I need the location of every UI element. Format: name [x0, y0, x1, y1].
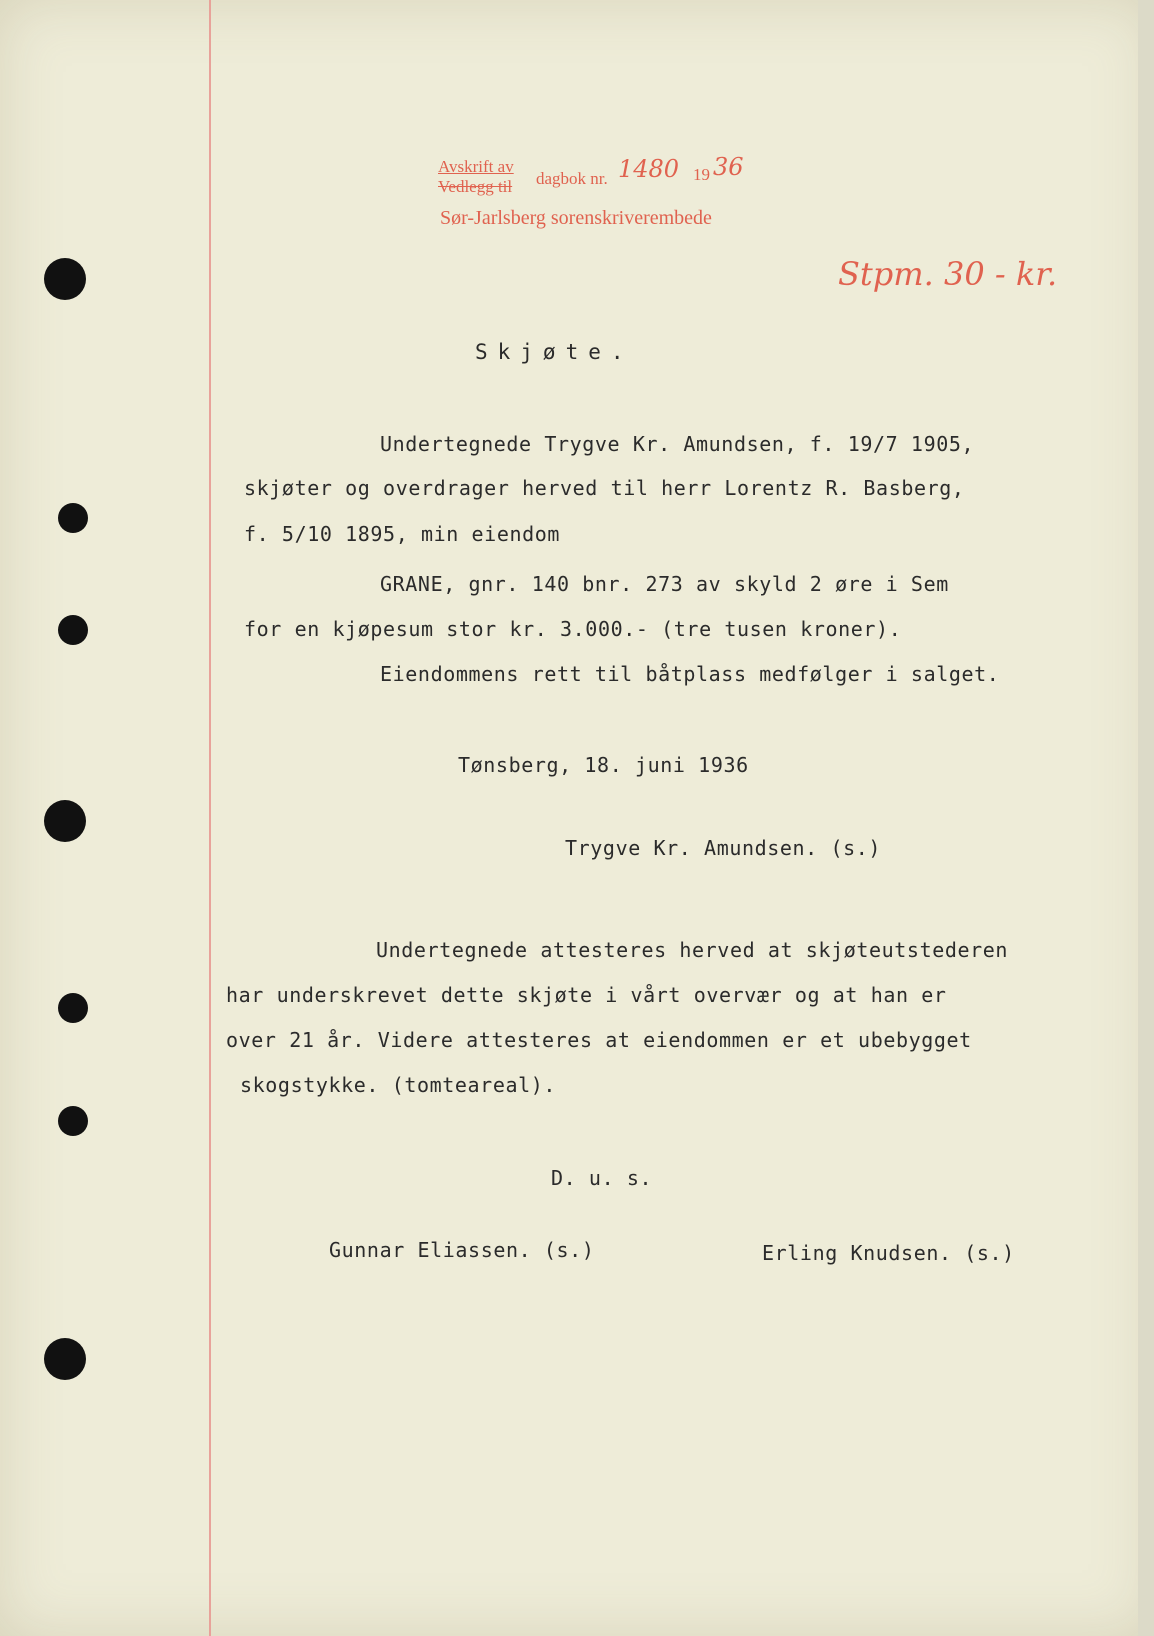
dus-note: D. u. s. — [551, 1166, 653, 1190]
body-line: for en kjøpesum stor kr. 3.000.- (tre tusen kroner). — [244, 617, 902, 641]
punch-hole-icon — [58, 615, 88, 645]
attestation-line: Undertegnede attesteres herved at skjøteutstederen — [376, 938, 1009, 962]
stamp-year-suffix: 36 — [713, 153, 744, 181]
body-line: skjøter og overdrager herved til herr Lorentz R. Basberg, — [244, 476, 965, 500]
stamp-office: Sør-Jarlsberg sorenskriverembede — [440, 207, 712, 229]
punch-hole-icon — [58, 993, 88, 1023]
attestation-line: over 21 år. Videre attesteres at eiendommen er et ubebygget — [226, 1028, 972, 1052]
punch-hole-icon — [44, 258, 86, 300]
body-line: Eiendommens rett til båtplass medfølger i salget. — [380, 662, 1000, 686]
stamp-dagbok: dagbok nr. — [536, 169, 608, 188]
body-line: Undertegnede Trygve Kr. Amundsen, f. 19/7 1905, — [380, 432, 975, 456]
place-date: Tønsberg, 18. juni 1936 — [458, 753, 749, 777]
punch-hole-icon — [58, 503, 88, 533]
witness-signature: Erling Knudsen. (s.) — [762, 1241, 1015, 1265]
punch-hole-icon — [44, 1338, 86, 1380]
document-title: Skjøte. — [475, 340, 634, 364]
punch-hole-icon — [44, 800, 86, 842]
body-line: f. 5/10 1895, min eiendom — [244, 522, 561, 546]
fee-note: Stpm. 30 - kr. — [838, 255, 1058, 293]
stamp-number: 1480 — [618, 155, 680, 183]
page-edge — [1138, 0, 1154, 1636]
seller-signature: Trygve Kr. Amundsen. (s.) — [565, 836, 882, 860]
attestation-line: skogstykke. (tomteareal). — [240, 1073, 557, 1097]
margin-line — [209, 0, 211, 1636]
witness-signature: Gunnar Eliassen. (s.) — [329, 1238, 595, 1262]
attestation-line: har underskrevet dette skjøte i vårt overvær og at han er — [226, 983, 947, 1007]
stamp-avskrift: Avskrift av — [438, 157, 514, 176]
stamp-vedlegg: Vedlegg til — [438, 177, 513, 196]
body-line: GRANE, gnr. 140 bnr. 273 av skyld 2 øre i Sem — [380, 572, 949, 596]
punch-hole-icon — [58, 1106, 88, 1136]
stamp-year-prefix: 19 — [693, 165, 710, 184]
